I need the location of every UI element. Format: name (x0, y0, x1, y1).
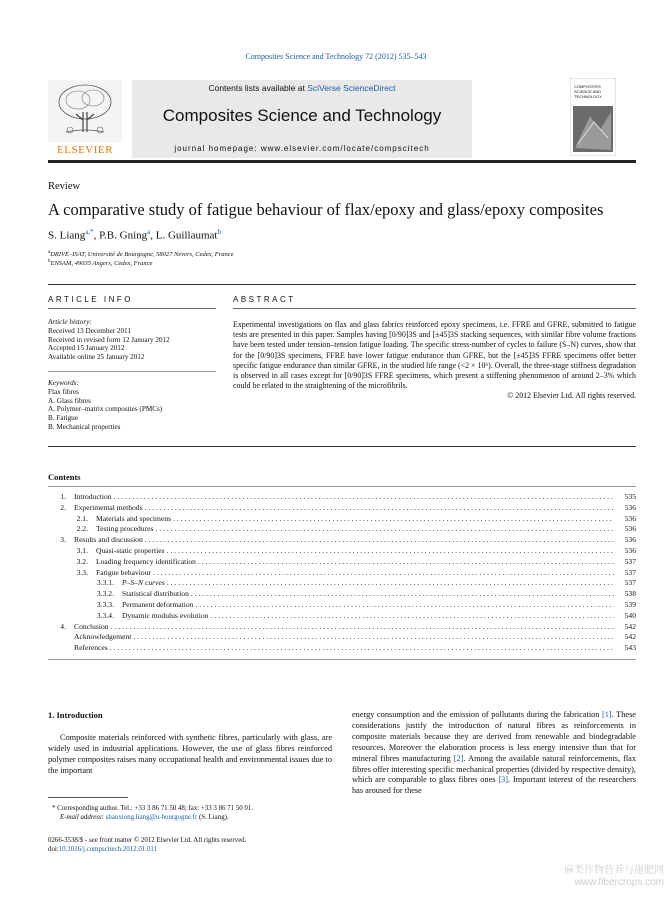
issn-line: 0266-3538/$ - see front matter © 2012 Elsevier Ltd. All rights reserved. (48, 837, 247, 844)
email-suffix: (S. Liang). (197, 814, 229, 821)
journal-masthead (48, 80, 603, 158)
toc-number: 3.3.1. (96, 578, 114, 588)
toc-page-number: 536 (624, 513, 636, 523)
sciverse-link[interactable]: SciVerse ScienceDirect (307, 83, 396, 93)
divider (48, 308, 216, 309)
toc-number: 3.2. (76, 556, 88, 566)
toc-entry[interactable] (48, 643, 636, 654)
toc-page-number: 543 (624, 643, 636, 653)
contents-available (132, 83, 472, 93)
toc-label[interactable]: Experimental methods (74, 502, 143, 512)
contents-prefix: Contents lists available at (208, 83, 308, 93)
toc-label[interactable]: Loading frequency identification (96, 556, 196, 566)
toc-entry[interactable] (48, 535, 636, 546)
journal-reference[interactable]: Composites Science and Technology 72 (2012) 535–543 (245, 52, 427, 61)
watermark-line: 麻类作物营养与施肥网 (564, 865, 664, 876)
intro-text: . Among the available natural reinforcements, flax fibres offer interesting specific mechanical properties (divided by respective density), which are comparable to glass fibres ones (352, 753, 636, 785)
toc-label[interactable]: Testing procedures (96, 524, 154, 534)
header-rule (48, 160, 636, 163)
email-label: E-mail address: (60, 814, 106, 821)
toc-page-number: 536 (624, 545, 636, 555)
affiliation-mark: b (48, 259, 51, 264)
history-item: Received 13 December 2011 (48, 326, 131, 335)
toc-number (48, 632, 74, 643)
section-heading: 1. Introduction (48, 710, 103, 720)
history-label: Article history: (48, 318, 92, 326)
journal-homepage[interactable]: journal homepage: www.elsevier.com/locate/compscitech (174, 144, 430, 153)
toc-number: 2. (60, 502, 66, 512)
divider (48, 486, 636, 487)
affiliation-mark: a (48, 250, 51, 255)
divider (48, 446, 636, 447)
history-item: Available online 25 January 2012 (48, 353, 145, 362)
toc-entry[interactable] (48, 557, 636, 568)
toc-label[interactable]: Dynamic modulus evolution (122, 610, 209, 620)
affiliation-text: DRIVE–ISAT, Université de Bourgogne, 58027 Nevers, Cedex, France (50, 251, 234, 259)
toc-leader (153, 568, 614, 579)
toc-entry[interactable] (48, 578, 636, 589)
affiliation (48, 250, 234, 258)
toc-number: 4. (60, 621, 66, 631)
intro-text: . Important interest of the researchers has aroused for these (352, 775, 636, 796)
toc-number: 3.1. (76, 545, 88, 555)
toc-leader (110, 643, 614, 654)
corresponding-author-note (52, 804, 352, 822)
keywords-label: Keywords: (48, 379, 79, 387)
author-list: S. Liang$^{a,*}$, P.B. Gning$^a$, L. Guillaumat$^b$ (48, 228, 221, 242)
keywords (48, 379, 218, 432)
email-link[interactable]: shaoxiong.liang@u-bourgogne.fr (105, 814, 198, 821)
intro-paragraph: Composite materials reinforced with synthetic fibres, particularly with glass, are widely used in industrial applications. However, the use of glass fibres reinforced polymer composites raises many occupational health and environmental issues due to the important (48, 733, 332, 775)
article-history (48, 318, 218, 362)
toc-entry[interactable] (48, 600, 636, 611)
keyword: A. Polymer–matrix composites (PMCs) (48, 405, 163, 414)
intro-text: . These considerations justify the introduction of natural fibres as reinforcements in composite materials because they are derived from renewable and biodegradable resources. Moreover the elaboration process is less energy intensive than that for mineral fibres manufacturing (352, 710, 636, 763)
toc-leader (195, 600, 614, 611)
toc-page-number: 542 (624, 632, 636, 642)
toc-number: 1. (60, 492, 66, 501)
citation-link[interactable]: [1] (602, 710, 612, 719)
elsevier-logo[interactable] (48, 80, 122, 158)
toc-page-number: 539 (624, 599, 636, 609)
journal-title: Composites Science and Technology (162, 106, 442, 125)
toc-label[interactable]: Fatigue behaviour (96, 567, 152, 577)
author-name[interactable]: P.B. Gning (99, 229, 148, 242)
watermark-url: www.fibercrops.com (574, 877, 664, 888)
toc-number (48, 643, 74, 654)
toc-leader (133, 632, 614, 643)
author-name[interactable]: S. Liang (48, 229, 86, 242)
toc-entry[interactable] (48, 622, 636, 633)
author-affiliation-mark[interactable]: a,* (85, 228, 94, 236)
publisher-name: ELSEVIER (57, 144, 113, 156)
toc-leader (198, 557, 614, 568)
copyright: © 2012 Elsevier Ltd. All rights reserved. (507, 391, 636, 401)
cover-title: COMPOSITES SCIENCE AND TECHNOLOGY (574, 84, 603, 99)
history-item: Received in revised form 12 January 2012 (48, 335, 170, 344)
divider (48, 284, 636, 285)
toc-page-number: 535 (624, 492, 636, 501)
toc-page-number: 537 (624, 578, 636, 588)
keyword: Flax fibres (48, 387, 79, 396)
footnote-rule (48, 797, 128, 798)
toc-leader (111, 622, 614, 633)
intro-text: energy consumption and the emission of pollutants during the fabrication (352, 710, 602, 719)
toc-number: 3.3.3. (96, 599, 114, 609)
abstract-heading: ABSTRACT (233, 295, 296, 304)
publication-info (48, 836, 368, 854)
keyword: B. Fatigue (48, 414, 78, 423)
toc-entry[interactable] (48, 503, 636, 514)
toc-leader (114, 492, 614, 503)
abstract (233, 320, 636, 402)
toc-number: 3.3.4. (96, 610, 114, 620)
citation-link[interactable]: [3] (498, 775, 509, 785)
toc-page-number: 537 (624, 567, 636, 577)
abstract-body: Experimental investigations on flax and glass fabrics reinforced epoxy specimens, i.e. FFRE and GFRE, submitted to fatigue tests are presented in this paper. Samples having [0/90]3S and [±45]3S stacking sequences, with similar fibre volume fractions have been tested under tension–tension fatigue loading. The specific stress-number of cycles to failure (S–N) curves, show that for the [0/90]3S specimens, FFRE have lower fatigue endurance than GFRE, but the [±45]3S FFRE specimens offer better specific fatigue endurance than similar GFRE, in the studied life range (<2 × 10⁶). Overall, the three-stage stiffness degradation is observed in all cases except for [0/90]3S FFRE specimens, which present a stiffening phenomenon of around 2–3% which could be related to the straightening of the microfibrils. (233, 320, 636, 391)
toc-label[interactable]: Statistical distribution (122, 589, 189, 599)
masthead-center (132, 80, 472, 158)
author-affiliation-mark[interactable]: b (217, 228, 221, 236)
toc-page-number: 542 (624, 621, 636, 631)
toc-number: 3.3. (76, 567, 88, 577)
contents-title: Contents (48, 472, 81, 482)
toc-entry[interactable] (48, 492, 636, 503)
watermark (564, 865, 664, 889)
divider (233, 308, 636, 309)
toc-page-number: 537 (624, 556, 636, 566)
toc-leader (155, 524, 614, 535)
journal-cover[interactable] (570, 78, 616, 156)
table-of-contents (48, 492, 636, 654)
keyword: A. Glass fibres (48, 396, 91, 405)
toc-label[interactable]: Permanent deformation (122, 599, 194, 609)
toc-leader (173, 514, 614, 525)
toc-label[interactable]: Conclusion (74, 621, 109, 631)
citation-link[interactable]: [2] (453, 753, 464, 763)
toc-entry[interactable] (48, 568, 636, 579)
doi-label: doi: (48, 846, 59, 853)
toc-page-number: 536 (624, 502, 636, 512)
toc-entry[interactable] (48, 611, 636, 622)
toc-number: 3.3.2. (96, 589, 114, 599)
tree-icon (48, 80, 122, 142)
toc-number: 2.1. (76, 513, 88, 523)
paper-title: A comparative study of fatigue behaviour of flax/epoxy and glass/epoxy composites (48, 200, 604, 219)
toc-label[interactable]: Acknowledgement (74, 632, 132, 642)
toc-label[interactable]: Quasi-static properties (96, 545, 165, 555)
keyword: B. Mechanical properties (48, 422, 121, 431)
toc-entry[interactable] (48, 632, 636, 643)
toc-leader (210, 611, 614, 622)
toc-label[interactable]: Materials and specimens (96, 513, 172, 523)
article-info-heading: ARTICLE INFO (48, 295, 133, 304)
toc-number: 2.2. (76, 524, 88, 534)
intro-paragraph-continued (352, 710, 636, 797)
toc-entry[interactable] (48, 514, 636, 525)
toc-entry[interactable] (48, 589, 636, 600)
toc-leader (145, 503, 614, 514)
divider (48, 371, 216, 372)
toc-leader (145, 535, 614, 546)
corresponding-author: * Corresponding author. Tel.: +33 3 86 71 50 48; fax: +33 3 86 71 50 01. (52, 805, 254, 812)
toc-label[interactable]: P–S–N curves (122, 578, 165, 588)
toc-leader (191, 589, 614, 600)
divider (48, 659, 636, 660)
toc-page-number: 540 (624, 610, 636, 620)
affiliation (48, 259, 152, 267)
toc-page-number: 536 (624, 535, 636, 545)
toc-page-number: 536 (624, 524, 636, 534)
toc-leader (167, 578, 614, 589)
toc-entry[interactable] (48, 524, 636, 535)
toc-label[interactable]: References (74, 643, 108, 653)
toc-entry[interactable] (48, 546, 636, 557)
author-name[interactable]: L. Guillaumat (155, 229, 218, 242)
article-type: Review (48, 181, 81, 192)
toc-leader (167, 546, 614, 557)
toc-label[interactable]: Introduction (74, 492, 112, 501)
affiliation-text: ENSAM, 49035 Angers, Cedex, France (50, 260, 153, 268)
toc-label[interactable]: Results and discussion (74, 535, 143, 545)
toc-number: 3. (60, 535, 66, 545)
history-item: Accepted 15 January 2012 (48, 344, 125, 353)
author-affiliation-mark[interactable]: a (147, 228, 151, 236)
doi-link[interactable]: 10.1016/j.compscitech.2012.01.011 (58, 846, 158, 853)
toc-page-number: 538 (624, 589, 636, 599)
